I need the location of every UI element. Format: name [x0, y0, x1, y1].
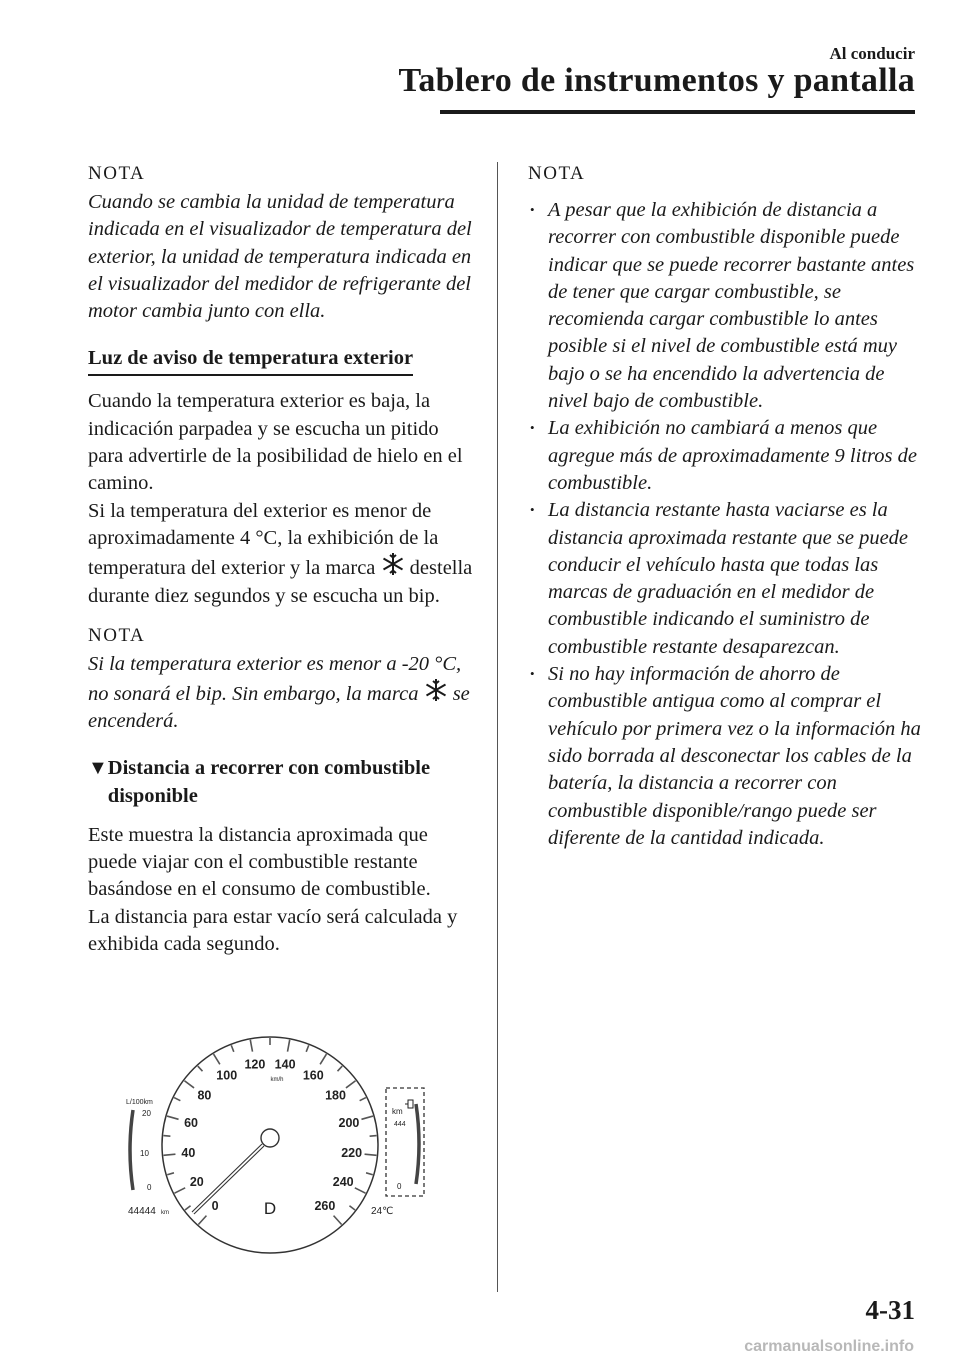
- speed-tick: [198, 1216, 206, 1225]
- speed-label: 180: [325, 1088, 346, 1103]
- subheading-outside-temp-warning: Luz de aviso de temperatura exterior: [88, 345, 413, 376]
- footer-watermark: carmanualsonline.info: [744, 1338, 914, 1355]
- page-title: Tablero de instrumentos y pantalla: [398, 62, 915, 99]
- speed-label: 60: [184, 1115, 199, 1130]
- section-title: Distancia a recorrer con combustible disponible: [107, 756, 431, 807]
- header-section: Al conducir: [829, 44, 915, 63]
- speed-tick: [361, 1116, 373, 1119]
- instrument-cluster-illustration: [120, 1018, 430, 1258]
- fuel-economy-unit: L/100km: [126, 1099, 153, 1106]
- paragraph-text: destella durante diez segundos y se escucha un bip.: [88, 557, 473, 607]
- fuel-economy-bar: [130, 1110, 133, 1190]
- speed-label: 40: [181, 1145, 196, 1160]
- fuel-level-bar: [416, 1104, 419, 1184]
- snowflake-icon: [381, 552, 405, 576]
- fuel-economy-scale: 0: [147, 1183, 152, 1192]
- note-label: NOTA: [528, 163, 586, 184]
- right-column: [528, 160, 923, 852]
- outside-temperature: 24℃: [371, 1206, 394, 1217]
- speed-label: 260: [314, 1198, 336, 1213]
- note-text: Cuando se cambia la unidad de temperatura indicada en el visualizador de temperatura del exterior, la unidad de temperatura indicada en el visualizador del medidor de refrigerante del motor cambia junto con ella.: [88, 191, 472, 323]
- paragraph: La distancia para estar vacío será calculada y exhibida cada segundo.: [88, 905, 458, 955]
- speed-tick: [320, 1054, 326, 1064]
- note-label: NOTA: [88, 624, 146, 646]
- fuel-level-zero: 0: [397, 1182, 402, 1191]
- speed-tick: [184, 1081, 194, 1088]
- speed-label: 100: [216, 1068, 238, 1083]
- speed-tick: [306, 1045, 309, 1052]
- speed-tick: [360, 1098, 366, 1101]
- list-item: • La exhibición no cambiará a menos que agregue más de aproximadamente 9 litros de combustible.: [528, 415, 923, 497]
- speed-tick: [346, 1081, 356, 1088]
- speed-tick: [365, 1154, 377, 1155]
- paragraph: [88, 498, 473, 610]
- speed-tick: [163, 1154, 175, 1155]
- paragraph-text: Si la temperatura del exterior es menor de aproximadamente 4 °C, la exhibición de la temperatura del exterior y la marca: [88, 499, 439, 580]
- speed-tick: [174, 1098, 180, 1101]
- speed-tick: [231, 1045, 234, 1052]
- speed-tick: [167, 1116, 179, 1119]
- speed-label: 220: [341, 1145, 363, 1160]
- note-text-part: se encenderá.: [88, 683, 470, 733]
- speed-tick: [288, 1040, 290, 1052]
- paragraph: Este muestra la distancia aproximada que puede viajar con el combustible restante basándose en el consumo de combustible.: [88, 823, 431, 901]
- speed-unit: km/h: [270, 1077, 284, 1083]
- speed-tick: [185, 1206, 191, 1210]
- speed-label: 200: [338, 1115, 360, 1130]
- header-rule: [440, 110, 915, 114]
- column-divider: [497, 162, 498, 1292]
- left-column: [88, 160, 473, 958]
- speed-tick: [214, 1054, 220, 1064]
- list-item: • A pesar que la exhibición de distancia a recorrer con combustible disponible puede indicar que se puede recorrer bastante antes de tener que cargar combustible, se recomienda cargar combustible lo antes posible si el nivel de combustible está muy bajo o se ha encendido la advertencia de nivel bajo de combustible.: [528, 197, 923, 415]
- note-text: [88, 651, 473, 736]
- page-number: 4-31: [865, 1295, 915, 1325]
- speed-tick: [250, 1040, 252, 1052]
- speed-tick: [198, 1066, 203, 1071]
- list-item: • Si no hay información de ahorro de combustible antigua como al comprar el vehículo por primera vez o la información ha sido borrada al desconectar los cables de la batería, la distancia a recorrer con combustible disponible/rango puede ser diferente de la cantidad indicada.: [528, 661, 923, 852]
- list-item: • La distancia restante hasta vaciarse es la distancia aproximada restante que se puede conducir el vehículo hasta que todas las marcas de graduación en el medidor de combustible indicando el suministro de combustible restante desaparezcan.: [528, 497, 923, 661]
- speed-label: 240: [332, 1174, 354, 1189]
- speed-tick: [355, 1188, 366, 1193]
- speed-tick: [174, 1188, 185, 1193]
- speed-tick: [349, 1206, 355, 1210]
- speed-tick: [334, 1216, 342, 1225]
- needle-hub: [261, 1129, 279, 1147]
- speed-label: 20: [189, 1174, 204, 1189]
- snowflake-icon: [424, 678, 448, 702]
- speed-label: 120: [244, 1057, 266, 1072]
- speed-tick: [167, 1173, 174, 1175]
- fuel-economy-scale: 20: [142, 1109, 151, 1118]
- speed-label: 140: [274, 1057, 296, 1072]
- range-unit: km: [392, 1107, 403, 1116]
- odometer-value: 44444: [128, 1206, 156, 1217]
- speed-tick: [366, 1173, 373, 1175]
- range-value: 444: [394, 1121, 406, 1128]
- speed-label: 80: [197, 1088, 212, 1103]
- fuel-economy-scale: 10: [140, 1149, 149, 1158]
- speed-tick: [370, 1136, 377, 1137]
- section-heading: [88, 754, 473, 810]
- odometer-unit: km: [161, 1210, 169, 1216]
- gear-indicator: D: [263, 1199, 277, 1218]
- note-bullet-list: [528, 197, 923, 852]
- speed-tick: [163, 1136, 170, 1137]
- note-text-part: Si la temperatura exterior es menor a -20 °C, no sonará el bip. Sin embargo, la marca: [88, 652, 462, 706]
- triangle-down-icon: ▼: [88, 756, 108, 779]
- speed-label: 160: [302, 1068, 324, 1083]
- speed-label: 0: [211, 1198, 219, 1213]
- fuel-pump-icon: [405, 1100, 413, 1108]
- speed-tick: [338, 1066, 343, 1071]
- note-label: NOTA: [88, 163, 146, 184]
- paragraph: Cuando la temperatura exterior es baja, la indicación parpadea y se escucha un pitido para advertirle de la posibilidad de hielo en el camino.: [88, 390, 463, 495]
